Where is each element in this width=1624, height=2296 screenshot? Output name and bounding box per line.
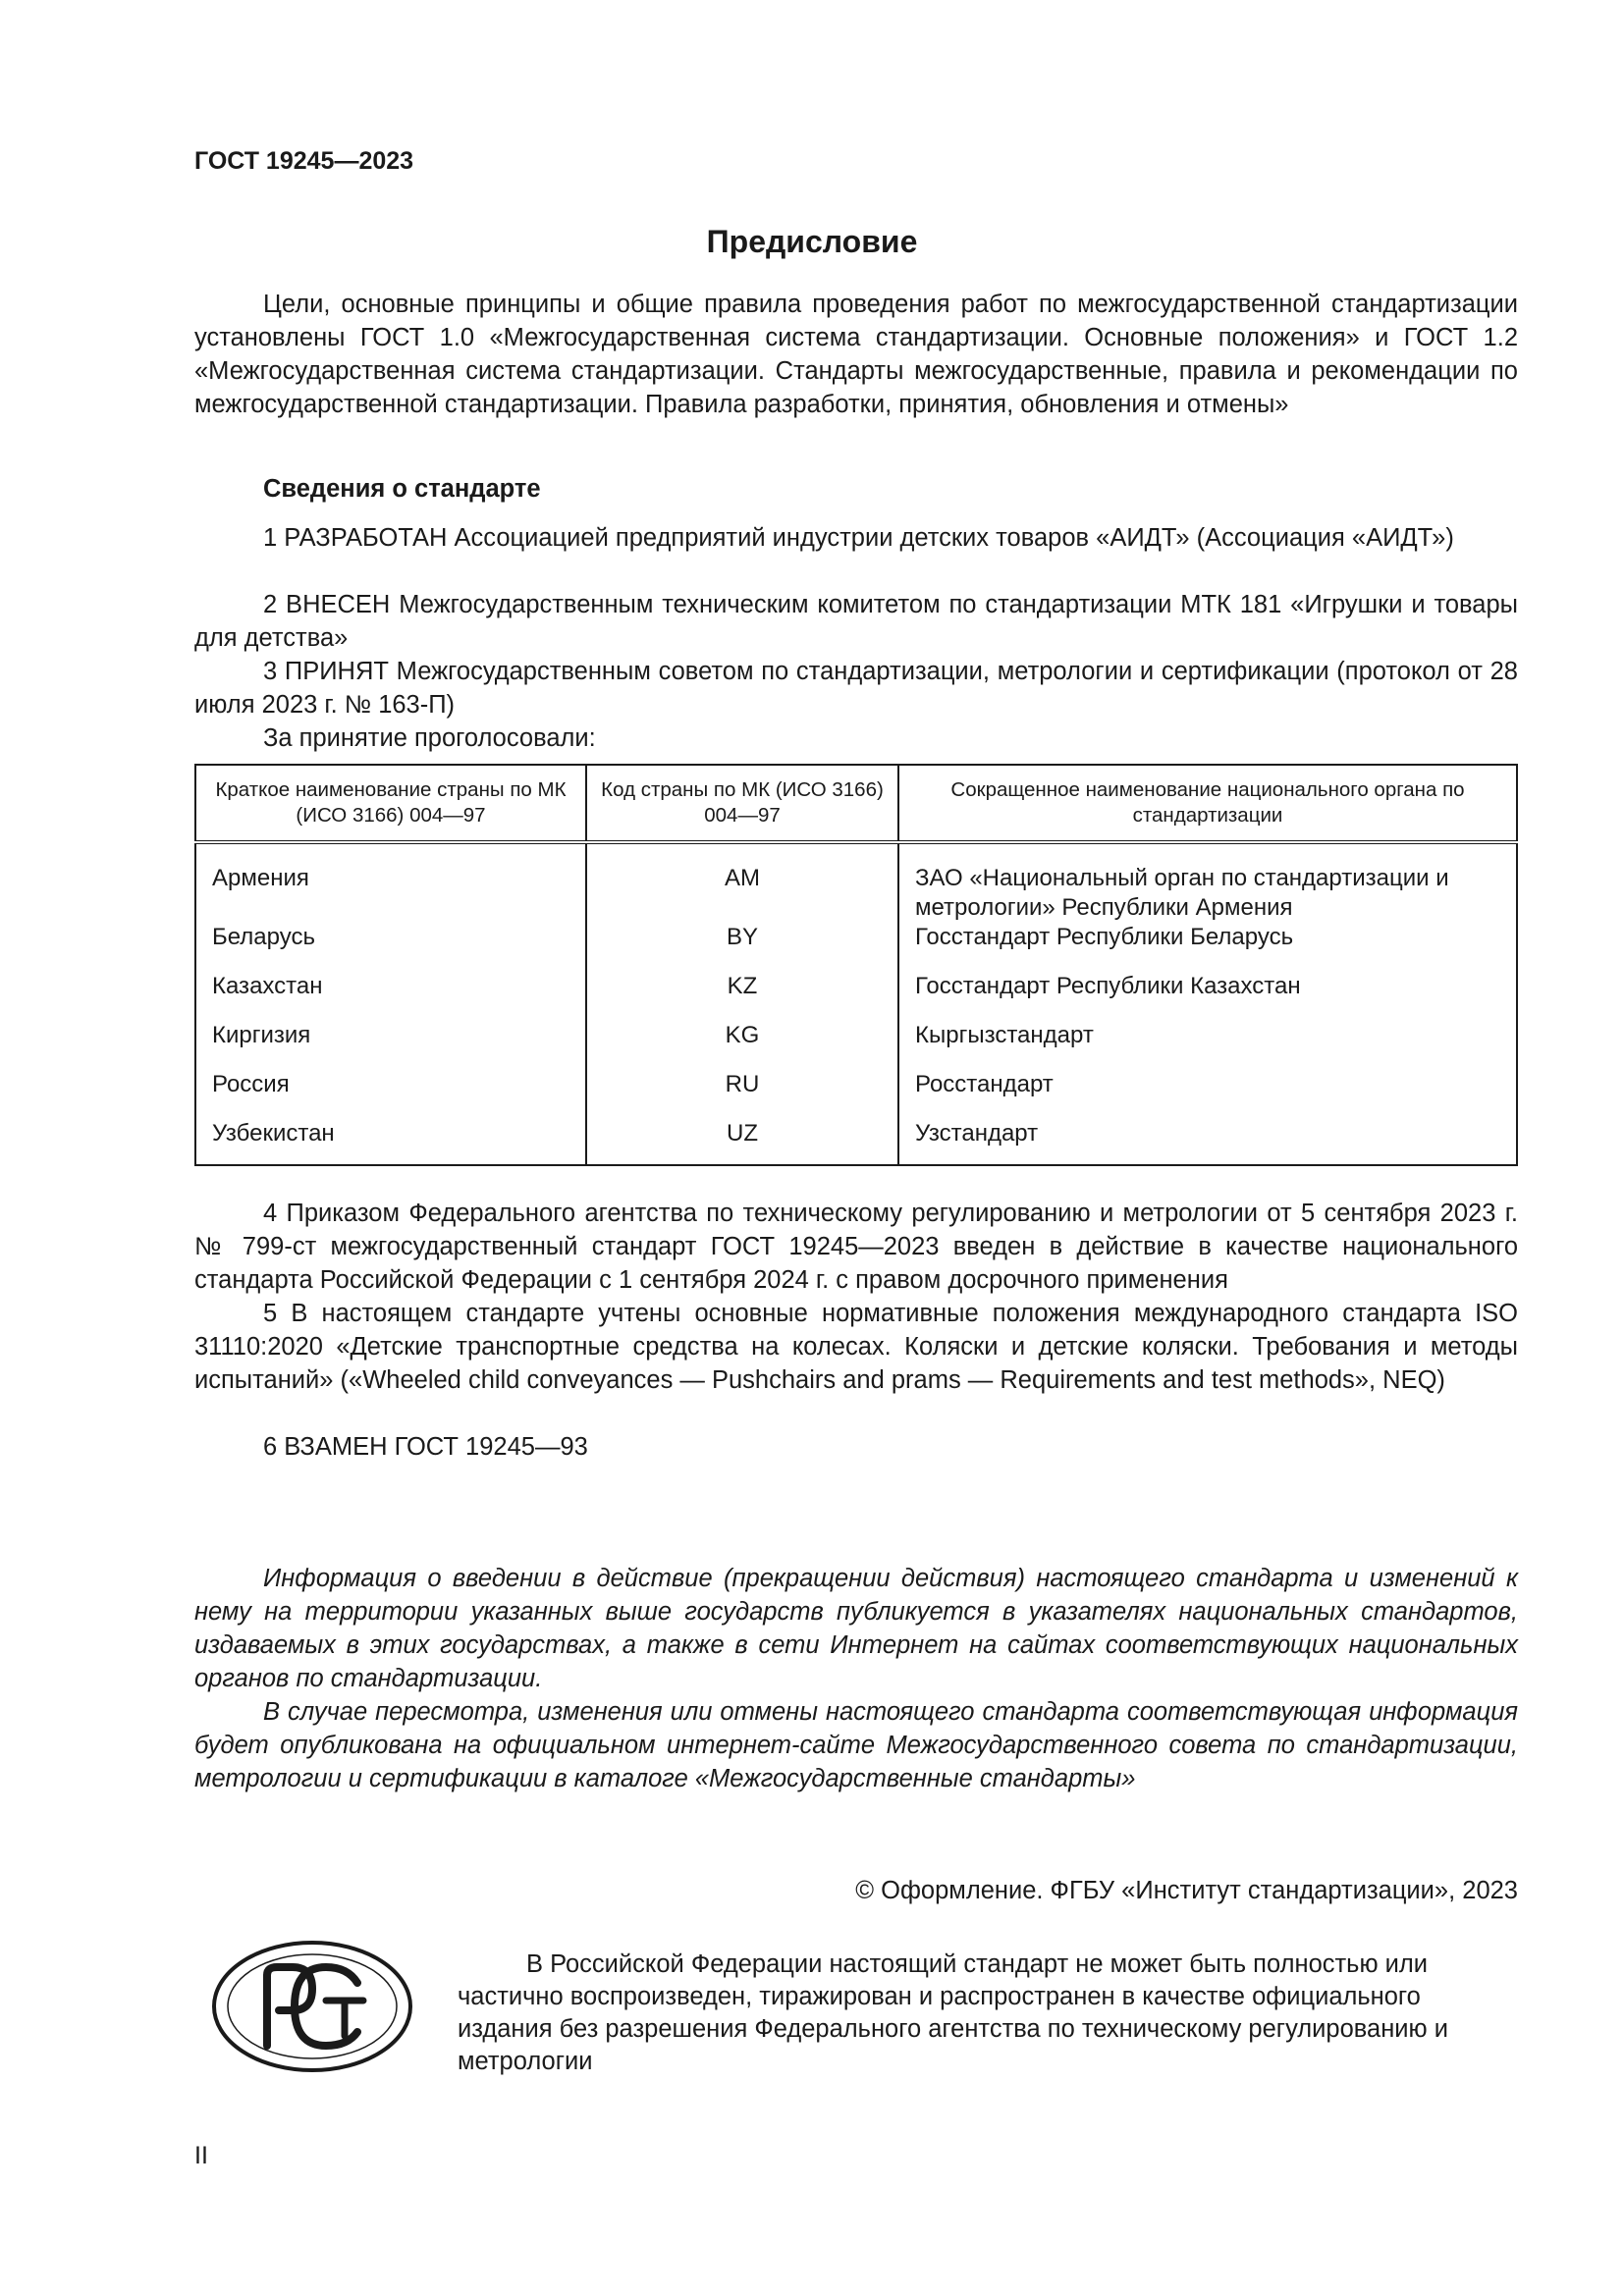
notice-paragraph-2 [194, 1695, 1518, 1795]
copyright-line: © Оформление. ФГБУ «Институт стандартизации», 2023 [855, 1877, 1518, 1904]
rst-certification-mark-icon [210, 1938, 414, 2075]
intro-text: Цели, основные принципы и общие правила проведения работ по межгосударственной стандартизации установлены ГОСТ 1.0 «Межгосударственная система стандартизации. Основные положения» и ГОСТ 1.2 «Межгосударственная система стандартизации. Стандарты межгосударственные, правила и рекомендации по межгосударственной стандартизации. Правила разработки, принятия, обновления и отмены» [194, 291, 1518, 418]
table-row [195, 1021, 1517, 1070]
code-cell: KZ [586, 972, 898, 1021]
voted-text: За принятие проголосовали: [263, 724, 596, 752]
table-row [195, 972, 1517, 1021]
body-cell: Кыргызстандарт [915, 1022, 1094, 1048]
table-header-body: Сокращенное наименование национального органа по стандартизации [898, 765, 1517, 842]
item-2-text: 2 ВНЕСЕН Межгосударственным техническим комитетом по стандартизации МТК 181 «Игрушки и товары для детства» [194, 591, 1518, 652]
item-2 [194, 588, 1518, 655]
body-cell: Узстандарт [915, 1120, 1039, 1147]
country-cell: Армения [195, 842, 586, 923]
page-number: II [194, 2142, 208, 2169]
item-1-text: 1 РАЗРАБОТАН Ассоциацией предприятий индустрии детских товаров «АИДТ» (Ассоциация «АИДТ») [263, 524, 1454, 552]
notice-paragraph-1 [194, 1562, 1518, 1695]
body-cell: ЗАО «Национальный орган по стандартизации и метрологии» Республики Армения [915, 865, 1449, 921]
body-cell: Госстандарт Республики Казахстан [915, 973, 1301, 999]
table-row [195, 1070, 1517, 1119]
table-header-code: Код страны по МК (ИСО 3166) 004—97 [586, 765, 898, 842]
voted-line [194, 721, 1518, 755]
item-3 [194, 655, 1518, 721]
body-cell: Росстандарт [915, 1071, 1054, 1097]
code-cell: KG [586, 1021, 898, 1070]
table-row [195, 923, 1517, 972]
country-cell: Казахстан [195, 972, 586, 1021]
table-row [195, 842, 1517, 923]
code-cell: BY [586, 923, 898, 972]
table-row [195, 1119, 1517, 1165]
code-cell: RU [586, 1070, 898, 1119]
rights-notice [458, 1949, 1518, 2078]
item-5-text: 5 В настоящем стандарте учтены основные нормативные положения международного стандарта ISO 31110:2020 «Детские транспортные средства на колесах. Коляски и детские коляски. Требования и методы испытаний» («Wheeled child conveyances — Pushchairs and prams — Requirements and test methods», NEQ) [194, 1300, 1518, 1394]
notice-2-text: В случае пересмотра, изменения или отмены настоящего стандарта соответствующая информация будет опубликована на официальном интернет-сайте Межгосударственного совета по стандартизации, метрологии и сертификации в каталоге «Межгосударственные стандарты» [194, 1698, 1518, 1792]
item-6 [194, 1430, 1518, 1464]
country-cell: Киргизия [195, 1021, 586, 1070]
intro-paragraph [194, 288, 1518, 421]
member-states-table [194, 764, 1518, 1166]
country-cell: Узбекистан [195, 1119, 586, 1165]
country-cell: Беларусь [195, 923, 586, 972]
code-cell: UZ [586, 1119, 898, 1165]
table-header-country: Краткое наименование страны по МК (ИСО 3166) 004—97 [195, 765, 586, 842]
code-cell: AM [586, 842, 898, 923]
body-cell: Госстандарт Республики Беларусь [915, 924, 1294, 950]
item-3-text: 3 ПРИНЯТ Межгосударственным советом по стандартизации, метрологии и сертификации (протокол от 28 июля 2023 г. № 163-П) [194, 658, 1518, 719]
item-4 [194, 1197, 1518, 1297]
page-title: Предисловие [706, 224, 918, 259]
notice-1-text: Информация о введении в действие (прекращении действия) настоящего стандарта и изменений к нему на территории указанных выше государств публикуется в указателях национальных стандартов, издаваемых в этих государствах, а также в сети Интернет на сайтах соответствующих национальных органов по стандартизации. [194, 1565, 1518, 1692]
item-6-text: 6 ВЗАМЕН ГОСТ 19245—93 [263, 1433, 588, 1461]
country-cell: Россия [195, 1070, 586, 1119]
rights-text: В Российской Федерации настоящий стандарт не может быть полностью или частично воспроизведен, тиражирован и распространен в качестве официального издания без разрешения Федерального агентства по техническому регулированию и метрологии [458, 1950, 1448, 2075]
item-5 [194, 1297, 1518, 1397]
table-header-row [195, 765, 1517, 842]
document-code-header: ГОСТ 19245—2023 [194, 147, 414, 175]
standard-info-heading: Сведения о стандарте [263, 475, 541, 503]
item-4-text: 4 Приказом Федерального агентства по техническому регулированию и метрологии от 5 сентября 2023 г. № 799-ст межгосударственный стандарт ГОСТ 19245—2023 введен в действие в качестве национального стандарта Российской Федерации с 1 сентября 2024 г. с правом досрочного применения [194, 1200, 1518, 1294]
item-1 [194, 521, 1518, 555]
